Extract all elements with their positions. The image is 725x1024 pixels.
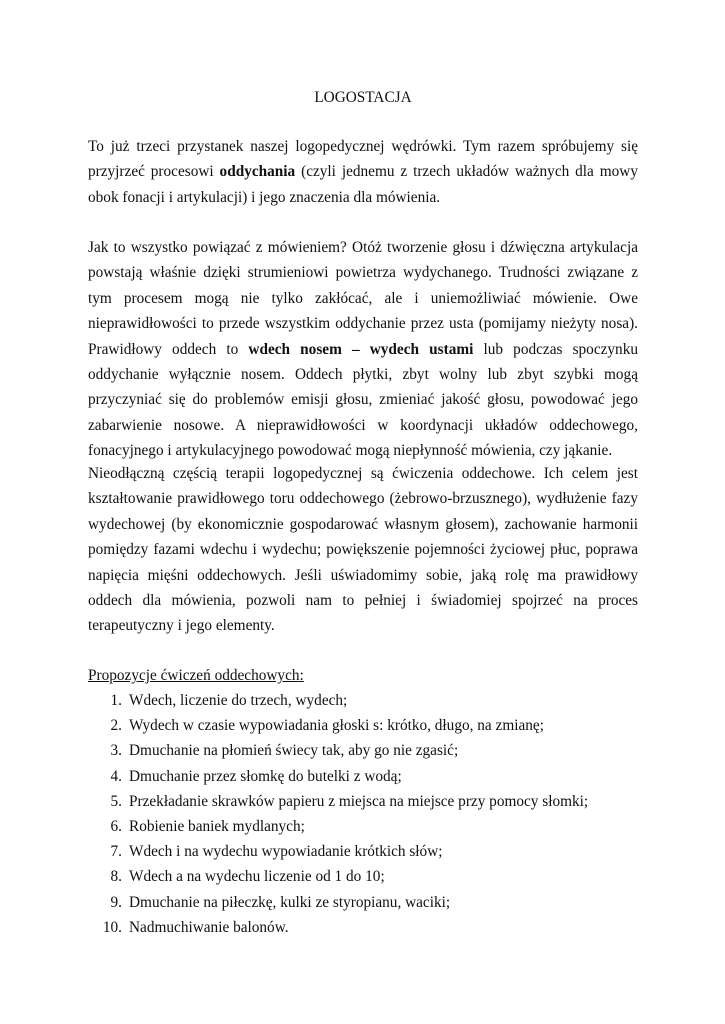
exercise-number: 3. <box>110 742 122 760</box>
exercise-text: Wdech i na wydechu wypowiadanie krótkich słów; <box>129 843 443 861</box>
exercise-text: Dmuchanie na płomień świecy tak, aby go nie zgasić; <box>129 742 459 760</box>
breathing-bold-term: wdech nosem – wydech ustami <box>248 340 474 358</box>
exercise-text: Przekładanie skrawków papieru z miejsca na miejsce przy pomocy słomki; <box>129 792 589 810</box>
exercise-number: 6. <box>110 817 122 835</box>
exercise-item-2 <box>88 713 638 738</box>
breathing-text-start: Jak to wszystko powiązać z mówieniem? Otóż tworzenie głosu i dźwięczna artykulacja powstają właśnie dzięki strumieniowi powietrza wydychanego. Trudności związane z tym procesem mogą nie tylko zakłócać, ale i uniemożliwiać mówienie. Owe nieprawidłowości to przede wszystkim oddychanie przez usta (pomijamy nieżyty nosa). Prawidłowy oddech to <box>88 239 638 358</box>
exercise-text: Wydech w czasie wypowiadania głoski s: krótko, długo, na zmianę; <box>129 717 544 735</box>
exercise-item-6 <box>88 814 638 839</box>
breathing-paragraph <box>88 235 638 464</box>
exercise-text: Robienie baniek mydlanych; <box>129 817 305 835</box>
intro-bold-term: oddychania <box>219 163 296 181</box>
exercise-item-7 <box>88 839 638 864</box>
exercise-number: 1. <box>110 692 122 709</box>
exercise-text: Dmuchanie przez słomkę do butelki z wodą; <box>129 767 402 785</box>
exercise-text: Wdech, liczenie do trzech, wydech; <box>129 692 348 709</box>
exercise-item-1 <box>88 688 638 713</box>
exercise-number: 7. <box>110 843 122 861</box>
exercise-text: Wdech a na wydechu liczenie od 1 do 10; <box>129 868 385 886</box>
intro-paragraph <box>88 134 638 210</box>
intro-text-start: To już trzeci przystanek naszej logopedycznej wędrówki. Tym razem spróbujemy się przyjrzeć procesowi <box>88 138 638 181</box>
exercise-number: 9. <box>110 893 122 911</box>
exercise-item-10 <box>88 915 638 940</box>
intro-text-end: (czyli jednemu z trzech układów ważnych dla mowy obok fonacji i artykulacji) i jego znaczenia dla mówienia. <box>88 163 638 206</box>
exercises-list <box>88 688 638 940</box>
exercise-number: 8. <box>110 868 122 886</box>
exercise-item-8 <box>88 864 638 889</box>
exercises-heading: Propozycje ćwiczeń oddechowych: <box>88 667 304 684</box>
exercise-item-5 <box>88 789 638 814</box>
exercise-item-9 <box>88 890 638 915</box>
exercise-number: 5. <box>110 792 122 810</box>
therapy-paragraph: Nieodłączną częścią terapii logopedycznej są ćwiczenia oddechowe. Ich celem jest kształtowanie prawidłowego toru oddechowego (żebrowo-brzusznego), wydłużenie fazy wydechowej (by ekonomicznie gospodarować własnym głosem), zachowanie harmonii pomiędzy fazami wdechu i wydechu; powiększenie pojemności życiowej płuc, poprawa napięcia mięśni oddechowych. Jeśli uświadomimy sobie, jaką rolę ma prawidłowy oddech dla mówienia, pozwoli nam to pełniej i świadomiej spojrzeć na proces terapeutyczny i jego elementy. <box>88 465 638 635</box>
exercise-number: 10. <box>102 918 122 936</box>
breathing-text-end: lub podczas spoczynku oddychanie wyłącznie nosem. Oddech płytki, zbyt wolny lub zbyt szybki mogą przyczyniać się do problemów emisji głosu, zmieniać jakość głosu, powodować jego zabarwienie nosowe. A nieprawidłowości w koordynacji układów oddechowego, fonacyjnego i artykulacyjnego powodować mogą niepłynność mówienia, czy jąkanie. <box>88 340 638 460</box>
exercise-text: Nadmuchiwanie balonów. <box>129 918 289 936</box>
exercise-item-3 <box>88 738 638 763</box>
exercise-number: 2. <box>110 717 122 735</box>
exercise-text: Dmuchanie na piłeczkę, kulki ze styropianu, waciki; <box>129 893 451 911</box>
document-title: LOGOSTACJA <box>314 89 412 106</box>
exercise-number: 4. <box>110 767 122 785</box>
exercise-item-4 <box>88 764 638 789</box>
